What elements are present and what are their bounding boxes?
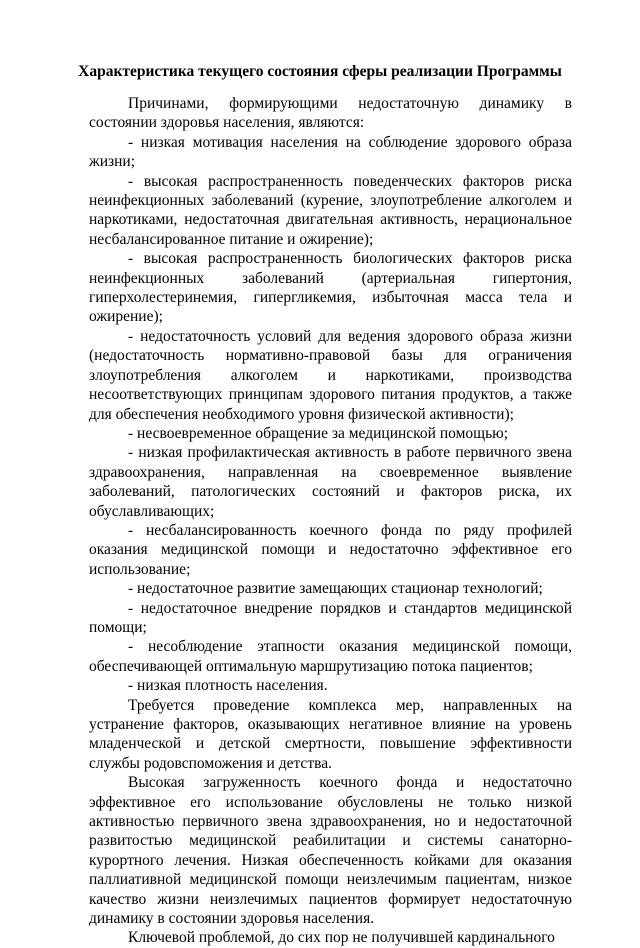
list-item-population-density: - низкая плотность населения. (128, 677, 328, 695)
list-item-healthy-lifestyle-conditions: - недостаточность условий для ведения здорового образа жизни (недостаточность нормативно-правовой базы для ограничения злоупотребления алкоголем и наркотиками, производства несоответствующих принципам здорового питания продуктов, а также для обеспечения необходимого уровня физической активности); (89, 327, 572, 423)
list-item-care-stages: - несоблюдение этапности оказания медицинской помощи, обеспечивающей оптимальную маршрутизацию потока пациентов; (89, 638, 572, 675)
paragraph-bed-fund: Высокая загруженность коечного фонда и недостаточно эффективное его использование обусловлены не только низкой активностью первичного звена здравоохранения, но и недостаточной развитостью медицинской реабилитации и системы санаторно-курортного лечения. Низкая обеспеченность койками для оказания паллиативной медицинской помощи неизлечимым пациентам, низкое качество жизни неизлечимых пациентов формирует недостаточную динамику в состоянии здоровья населения. (89, 774, 572, 928)
document-title: Характеристика текущего состояния сферы реализации Программы (78, 63, 562, 80)
paragraph-measures: Требуется проведение комплекса мер, направленных на устранение факторов, оказывающих негативное влияние на уровень младенческой и детской смертности, повышение эффективности службы родовспоможения и детства. (89, 696, 572, 772)
list-item-bed-fund-imbalance: - несбалансированность коечного фонда по ряду профилей оказания медицинской помощи и недостаточно эффективное его использование; (89, 521, 572, 578)
list-item-replacement-tech: - недостаточное развитие замещающих стационар технологий; (128, 580, 543, 598)
list-item-standards: - недостаточное внедрение порядков и стандартов медицинской помощи; (89, 599, 572, 636)
list-item-primary-care-activity: - низкая профилактическая активность в работе первичного звена здравоохранения, направленная на своевременное выявление заболеваний, патологических состояний и факторов риска, их обуславливающих; (89, 444, 572, 520)
document-body (89, 94, 572, 948)
paragraph-intro: Причинами, формирующими недостаточную динамику в состоянии здоровья населения, являются: (89, 95, 572, 132)
list-item-biological-risk: - высокая распространенность биологических факторов риска неинфекционных заболеваний (артериальная гипертония, гиперхолестеринемия, гипергликемия, избыточная масса тела и ожирение); (89, 250, 572, 326)
list-item-late-treatment: - несвоевременное обращение за медицинской помощью; (128, 424, 509, 442)
list-item-motivation: - низкая мотивация населения на соблюдение здорового образа жизни; (89, 133, 572, 171)
paragraph-key-problem: Ключевой проблемой, до сих пор не получившей кардинального (128, 929, 555, 947)
list-item-behavioral-risk: - высокая распространенность поведенческих факторов риска неинфекционных заболеваний (курение, злоупотребление алкоголем и наркотиками, недостаточная двигательная активность, нерациональное несбалансированное питание и ожирение); (89, 172, 572, 248)
